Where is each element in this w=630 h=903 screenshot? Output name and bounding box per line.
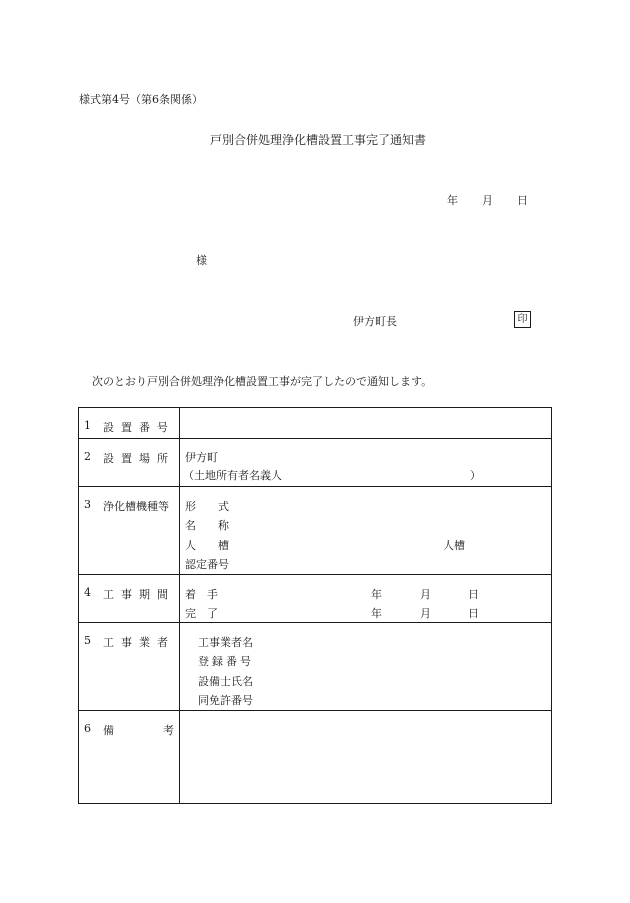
license-number-label: 同免許番号 (198, 694, 253, 707)
document-title: 戸別合併処理浄化槽設置工事完了通知書 (210, 133, 427, 147)
installation-location-field[interactable] (180, 439, 552, 487)
capacity-label: 人 槽 (185, 539, 229, 552)
label-cell (79, 575, 180, 623)
certification-number-label: 認定番号 (185, 558, 229, 571)
row-number: 2 (84, 450, 91, 463)
end-label: 完 了 (185, 607, 218, 620)
details-table (78, 407, 552, 804)
form-number: 様式第4号（第6条関係） (79, 93, 203, 106)
start-label: 着 手 (185, 588, 218, 601)
start-day-label: 日 (468, 588, 479, 601)
town-name: 伊方町 (185, 451, 218, 464)
label-cell (79, 408, 180, 439)
end-day-label: 日 (468, 607, 479, 620)
date-year-label: 年 (447, 194, 458, 207)
remarks-label-left: 備 (103, 724, 114, 737)
date-month-label: 月 (482, 194, 493, 207)
remarks-field[interactable] (180, 711, 552, 804)
model-type-label: 形 式 (185, 500, 229, 513)
landowner-label: （土地所有者名義人 (183, 469, 282, 482)
tank-model-field[interactable] (180, 487, 552, 575)
start-month-label: 月 (420, 588, 431, 601)
table-row-remarks (79, 711, 552, 804)
seal-mark: 印 (514, 311, 531, 328)
remarks-label-right: 考 (163, 724, 174, 737)
row-label: 工事業者 (103, 636, 175, 649)
registration-number-label: 登録番号 (198, 655, 254, 668)
product-name-label: 名 称 (185, 519, 229, 532)
row-label: 浄化槽機種等 (103, 500, 169, 513)
contractor-name-label: 工事業者名 (198, 636, 253, 649)
issuer-name: 伊方町長 (353, 315, 397, 328)
contractor-field[interactable] (180, 623, 552, 711)
table-row-installation-number (79, 408, 552, 439)
end-year-label: 年 (371, 607, 382, 620)
installation-number-field[interactable] (180, 408, 552, 439)
row-label: 工事期間 (103, 588, 175, 601)
intro-text: 次のとおり戸別合併処理浄化槽設置工事が完了したので通知します。 (92, 375, 433, 388)
row-number: 3 (84, 498, 91, 511)
end-month-label: 月 (420, 607, 431, 620)
label-cell (79, 439, 180, 487)
date-day-label: 日 (517, 194, 528, 207)
landowner-close-paren: ） (470, 469, 481, 482)
addressee-suffix: 様 (196, 254, 207, 267)
row-number: 1 (84, 419, 91, 432)
row-number: 4 (84, 586, 91, 599)
table-row-construction-period (79, 575, 552, 623)
label-cell (79, 711, 180, 804)
construction-period-field[interactable] (180, 575, 552, 623)
table-row-contractor (79, 623, 552, 711)
label-cell (79, 623, 180, 711)
table-row-installation-location (79, 439, 552, 487)
row-number: 6 (84, 722, 91, 735)
start-year-label: 年 (371, 588, 382, 601)
row-number: 5 (84, 634, 91, 647)
table-row-tank-model (79, 487, 552, 575)
technician-name-label: 設備士氏名 (198, 675, 253, 688)
row-label: 設置番号 (103, 421, 175, 434)
label-cell (79, 487, 180, 575)
capacity-unit: 人槽 (443, 539, 465, 552)
row-label: 設置場所 (103, 452, 175, 465)
